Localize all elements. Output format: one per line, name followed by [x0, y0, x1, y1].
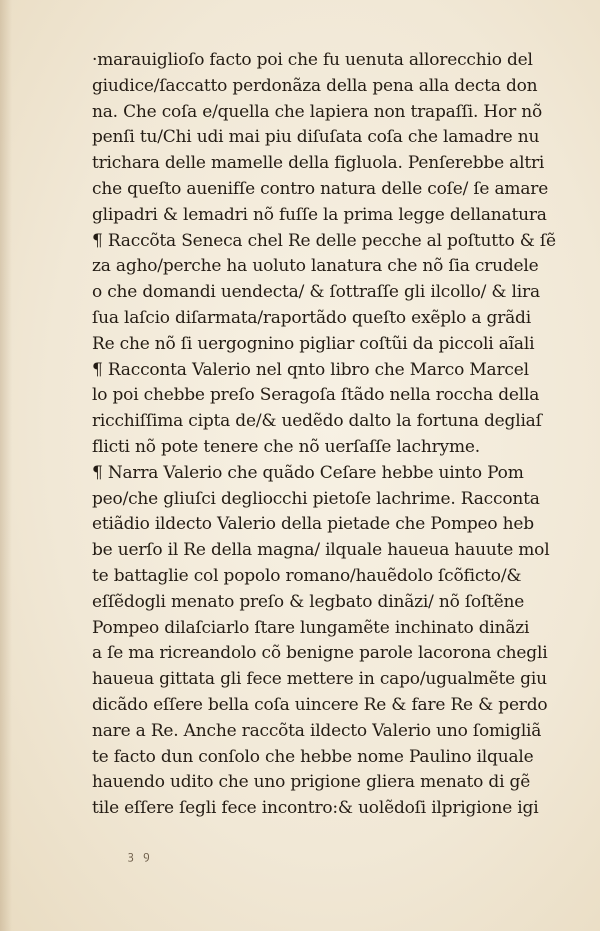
- text-line: haueua gittata gli fece mettere in capo/ugualmẽte giu: [92, 669, 547, 690]
- text-line: ¶ Racconta Valerio nel qnto libro che Marco Marcel: [92, 359, 529, 380]
- text-line: ricchiſſima cipta de/& uedẽdo dalto la fortuna degliaſ: [92, 411, 542, 432]
- text-line: hauendo udito che uno prigione gliera menato di gẽ: [92, 772, 531, 793]
- text-line: trichara delle mamelle della figluola. Penſerebbe altri: [92, 153, 545, 174]
- text-line: za agho/perche ha uoluto lanatura che nõ ſia crudele: [92, 256, 539, 277]
- text-line: flicti nõ pote tenere che nõ uerſaſſe lachryme.: [92, 436, 480, 457]
- text-line: penſi tu/Chi udi mai piu diſuſata coſa che lamadre nu: [92, 127, 540, 148]
- text-line: ·marauiglioſo facto poi che fu uenuta allorecchio del: [92, 50, 533, 70]
- text-line: be uerſo il Re della magna/ ilquale haueua hauute mol: [92, 540, 550, 561]
- binding-shadow: [0, 0, 12, 931]
- text-line: na. Che coſa e/quella che lapiera non trapaſſi. Hor nõ: [92, 101, 542, 122]
- text-line: ¶ Narra Valerio che quãdo Ceſare hebbe uinto Pom: [92, 462, 524, 483]
- text-line: eſſẽdogli menato preſo & legbato dinãzi/ nõ ſoſtẽne: [92, 591, 525, 612]
- text-line: nare a Re. Anche raccõta ildecto Valerio uno ſomigliã: [92, 720, 542, 741]
- text-line: dicãdo eſſere bella coſa uincere Re & fare Re & perdo: [92, 694, 548, 715]
- text-line: lo poi chebbe preſo Seragoſa ſtãdo nella roccha della: [92, 385, 540, 406]
- text-line: ſua laſcio diſarmata/raportãdo queſto exẽplo a grãdi: [92, 307, 531, 328]
- text-block: [92, 48, 572, 822]
- text-line: peo/che gliuſci degliocchi pietoſe lachrime. Racconta: [92, 488, 540, 509]
- footer-mark: ꝫ ꝯ: [128, 849, 153, 862]
- text-line: te battaglie col popolo romano/hauẽdolo ſcõficto/&: [92, 565, 522, 586]
- text-line: etiãdio ildecto Valerio della pietade che Pompeo heb: [92, 514, 534, 535]
- text-line: Pompeo dilaſciarlo ſtare lungamẽte inchinato dinãzi: [92, 617, 530, 638]
- text-line: glipadri & lemadri nõ fuſſe la prima legge dellanatura: [92, 204, 547, 225]
- text-line: che queſto auenifſe contro natura delle coſe/ ſe amare: [92, 178, 549, 199]
- text-line: ¶ Raccõta Seneca chel Re delle pecche al poſtutto & ſẽ: [92, 230, 556, 251]
- text-line: giudice/ſaccatto perdonãza della pena alla decta don: [92, 75, 538, 96]
- text-line: a ſe ma ricreandolo cõ benigne parole lacorona chegli: [92, 643, 548, 664]
- text-line: te facto dun conſolo che hebbe nome Paulino ilquale: [92, 746, 534, 767]
- text-line: tile eſſere ſegli fece incontro:& uolẽdoſi ilprigione igi: [92, 798, 539, 819]
- text-line: o che domandi uendecta/ & ſottraſſe gli ilcollo/ & lira: [92, 282, 540, 303]
- text-line: Re che nõ ſi uergognino pigliar coſtũi da piccoli aĩali: [92, 333, 535, 354]
